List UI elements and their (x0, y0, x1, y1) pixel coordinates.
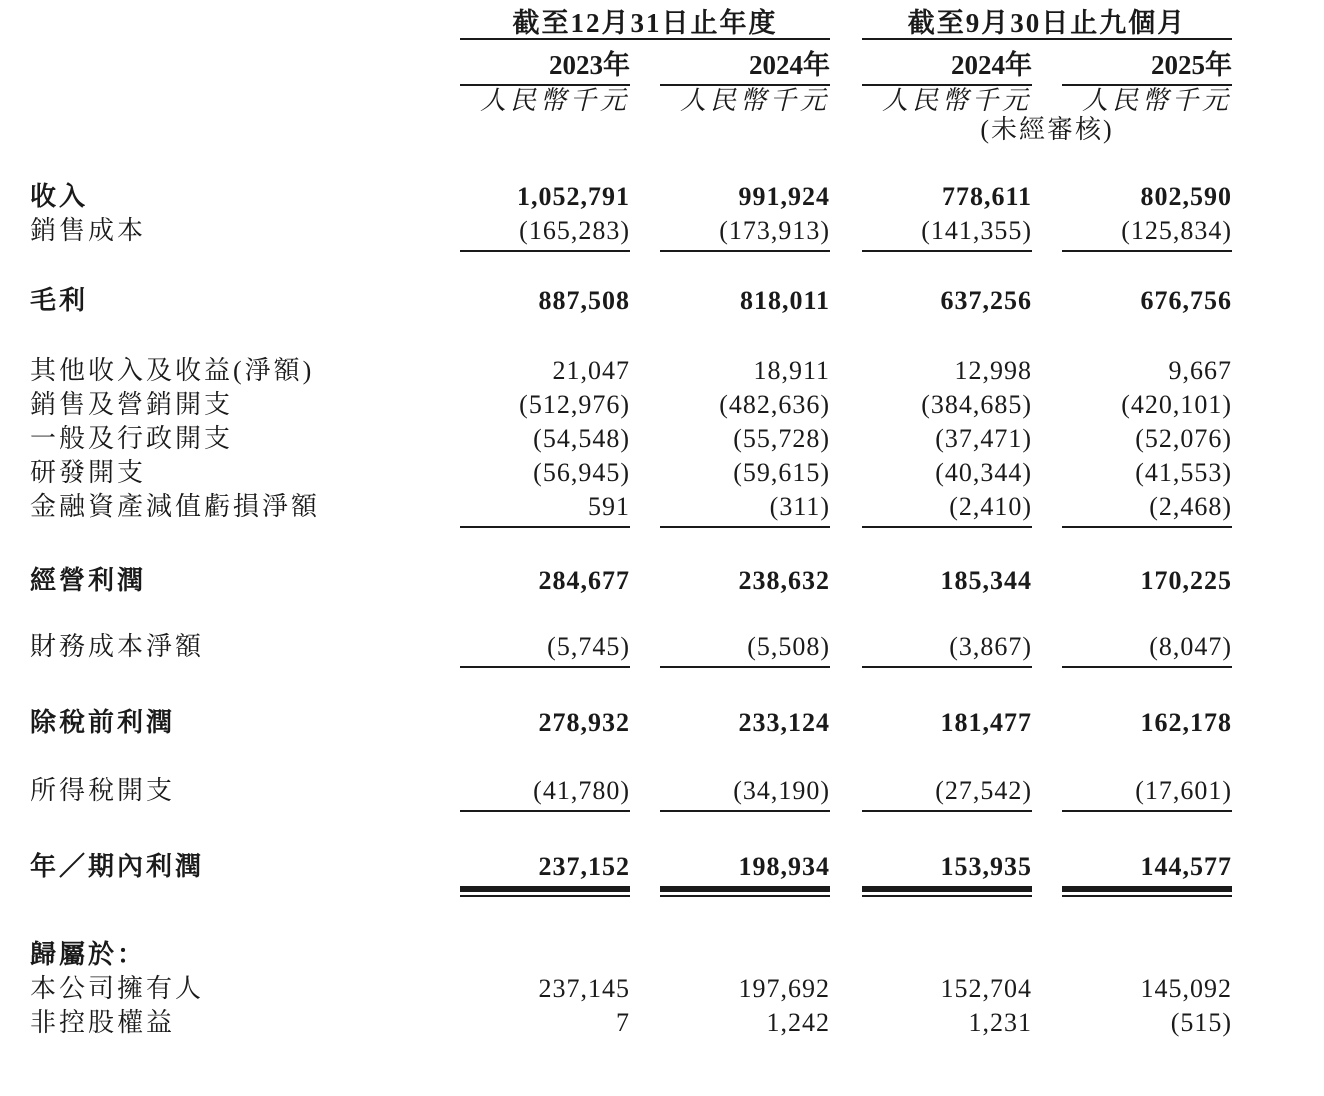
row-revenue (30, 178, 1232, 212)
value-cell: 18,911 (753, 356, 831, 385)
column-rule (1062, 250, 1232, 252)
row-label: 所得稅開支 (30, 776, 176, 805)
column-rule (460, 666, 630, 668)
double-rule (862, 886, 1032, 897)
row-label: 銷售及營銷開支 (30, 390, 234, 419)
value-cell: 233,124 (738, 708, 831, 737)
double-rule (460, 886, 630, 897)
value-cell: (55,728) (733, 424, 831, 453)
year-header-row (30, 39, 1232, 85)
value-cell: (173,913) (719, 216, 831, 245)
row-label: 年／期內利潤 (30, 852, 205, 881)
row-label: 銷售成本 (30, 216, 147, 245)
column-rule (862, 526, 1032, 528)
row-net-finance-costs (30, 628, 1232, 662)
row-label: 收入 (30, 182, 89, 211)
value-cell: (3,867) (949, 632, 1033, 661)
value-cell: (5,745) (547, 632, 630, 661)
row-label: 其他收入及收益(淨額) (30, 356, 315, 385)
value-cell: 198,934 (738, 852, 831, 881)
rule-row (30, 246, 1232, 258)
value-cell: (56,945) (533, 458, 630, 487)
empty-corner (30, 8, 460, 39)
column-rule (1062, 810, 1232, 812)
value-cell: (125,834) (1121, 216, 1233, 245)
column-rule (660, 810, 830, 812)
row-owners-of-the-company (30, 970, 1232, 1004)
value-cell: (8,047) (1149, 632, 1233, 661)
value-cell: 278,932 (538, 708, 630, 737)
row-profit-for-the-year-period (30, 848, 1232, 882)
value-cell (460, 936, 630, 970)
value-cell: 1,052,791 (517, 182, 630, 211)
period-group-annual-title: 截至12月31日止年度 (460, 8, 830, 39)
value-cell: 153,935 (940, 852, 1033, 881)
value-cell: 991,924 (738, 182, 831, 211)
value-cell: 802,590 (1140, 182, 1233, 211)
spacer (30, 534, 1232, 562)
rule-row (30, 522, 1232, 534)
value-cell: 170,225 (1140, 566, 1233, 595)
value-cell: 197,692 (738, 974, 831, 1003)
value-cell: 237,152 (538, 852, 630, 881)
year-2024-annual: 2024年 (660, 39, 830, 85)
column-rule (862, 666, 1032, 668)
row-non-controlling-interests (30, 1004, 1232, 1038)
value-cell: 145,092 (1140, 974, 1233, 1003)
value-cell: 152,704 (940, 974, 1033, 1003)
value-cell: 591 (588, 492, 630, 521)
column-rule (1062, 666, 1232, 668)
year-2024-nine-months: 2024年 (862, 39, 1032, 85)
value-cell (862, 936, 1032, 970)
spacer (30, 144, 1232, 178)
value-cell: (512,976) (519, 390, 630, 419)
unit-label: 人民幣千元 (1082, 86, 1233, 115)
row-income-tax-expense (30, 772, 1232, 806)
spacer (30, 674, 1232, 704)
column-rule (1062, 526, 1232, 528)
value-cell: (54,548) (533, 424, 630, 453)
row-label: 財務成本淨額 (30, 632, 205, 661)
spacer (30, 316, 1232, 352)
value-cell: 887,508 (538, 286, 630, 315)
value-cell: (420,101) (1121, 390, 1233, 419)
spacer (30, 258, 1232, 282)
row-label: 毛利 (30, 286, 89, 315)
value-cell: 284,677 (538, 566, 630, 595)
value-cell: (41,553) (1135, 458, 1233, 487)
value-cell: (27,542) (935, 776, 1033, 805)
value-cell: 676,756 (1140, 286, 1233, 315)
value-cell: (165,283) (519, 216, 630, 245)
unaudited-note: (未經審核) (980, 115, 1114, 144)
value-cell: 185,344 (940, 566, 1033, 595)
value-cell: (384,685) (921, 390, 1033, 419)
value-cell: (59,615) (733, 458, 831, 487)
row-label: 非控股權益 (30, 1008, 176, 1037)
value-cell (660, 936, 830, 970)
period-group-nine-months-title: 截至9月30日止九個月 (862, 8, 1232, 39)
row-impairment-losses-financial-assets (30, 488, 1232, 522)
column-rule (660, 666, 830, 668)
value-cell: 21,047 (552, 356, 630, 385)
row-other-income (30, 352, 1232, 386)
column-rule (660, 526, 830, 528)
row-profit-before-tax (30, 704, 1232, 738)
value-cell: 9,667 (1168, 356, 1233, 385)
unit-header-row (30, 85, 1232, 116)
double-rule (1062, 886, 1232, 897)
row-label: 金融資產減值虧損淨額 (30, 492, 321, 521)
year-2025-nine-months: 2025年 (1062, 39, 1232, 85)
value-cell: 144,577 (1140, 852, 1233, 881)
row-selling-marketing-expenses (30, 386, 1232, 420)
value-cell: 1,242 (766, 1008, 831, 1037)
value-cell: 181,477 (940, 708, 1033, 737)
row-label: 一般及行政開支 (30, 424, 234, 453)
value-cell: (2,410) (949, 492, 1033, 521)
row-label: 經營利潤 (30, 566, 147, 595)
value-cell: (41,780) (533, 776, 630, 805)
column-rule (460, 810, 630, 812)
unit-label: 人民幣千元 (680, 86, 831, 115)
unaudited-note-row (30, 116, 1232, 144)
value-cell: (482,636) (719, 390, 831, 419)
rule-row (30, 662, 1232, 674)
unit-label: 人民幣千元 (479, 86, 630, 115)
row-label: 除稅前利潤 (30, 708, 176, 737)
value-cell: (311) (769, 492, 831, 521)
column-rule (862, 810, 1032, 812)
spacer (30, 818, 1232, 848)
row-general-admin-expenses (30, 420, 1232, 454)
spacer (30, 738, 1232, 772)
value-cell: (141,355) (921, 216, 1033, 245)
value-cell: (40,344) (935, 458, 1033, 487)
row-label: 歸屬於： (30, 940, 147, 969)
value-cell: 778,611 (941, 182, 1033, 211)
value-cell: 1,231 (968, 1008, 1033, 1037)
spacer (30, 596, 1232, 628)
value-cell: (37,471) (935, 424, 1033, 453)
row-gross-profit (30, 282, 1232, 316)
value-cell: (2,468) (1149, 492, 1233, 521)
row-attributable-to (30, 936, 1232, 970)
value-cell: (34,190) (733, 776, 831, 805)
column-rule (460, 250, 630, 252)
rule-row (30, 806, 1232, 818)
value-cell (1062, 936, 1232, 970)
row-operating-profit (30, 562, 1232, 596)
row-cost-of-sales (30, 212, 1232, 246)
value-cell: 12,998 (954, 356, 1033, 385)
value-cell: 238,632 (738, 566, 831, 595)
year-2023-annual: 2023年 (460, 39, 630, 85)
value-cell: (5,508) (747, 632, 831, 661)
value-cell: 637,256 (940, 286, 1033, 315)
value-cell: 162,178 (1140, 708, 1233, 737)
value-cell: (52,076) (1135, 424, 1233, 453)
value-cell: (17,601) (1135, 776, 1233, 805)
column-rule (460, 526, 630, 528)
value-cell: (515) (1170, 1008, 1233, 1037)
row-rd-expenses (30, 454, 1232, 488)
column-rule (660, 250, 830, 252)
value-cell: 237,145 (538, 974, 630, 1003)
row-label: 研發開支 (30, 458, 147, 487)
spacer (30, 900, 1232, 936)
column-rule (862, 250, 1032, 252)
double-rule-row (30, 882, 1232, 900)
income-statement-table (30, 8, 1232, 1038)
row-label: 本公司擁有人 (30, 974, 205, 1003)
double-rule (660, 886, 830, 897)
period-header-row (30, 8, 1232, 39)
value-cell: 818,011 (739, 286, 831, 315)
unit-label: 人民幣千元 (882, 86, 1033, 115)
value-cell: 7 (616, 1008, 630, 1037)
